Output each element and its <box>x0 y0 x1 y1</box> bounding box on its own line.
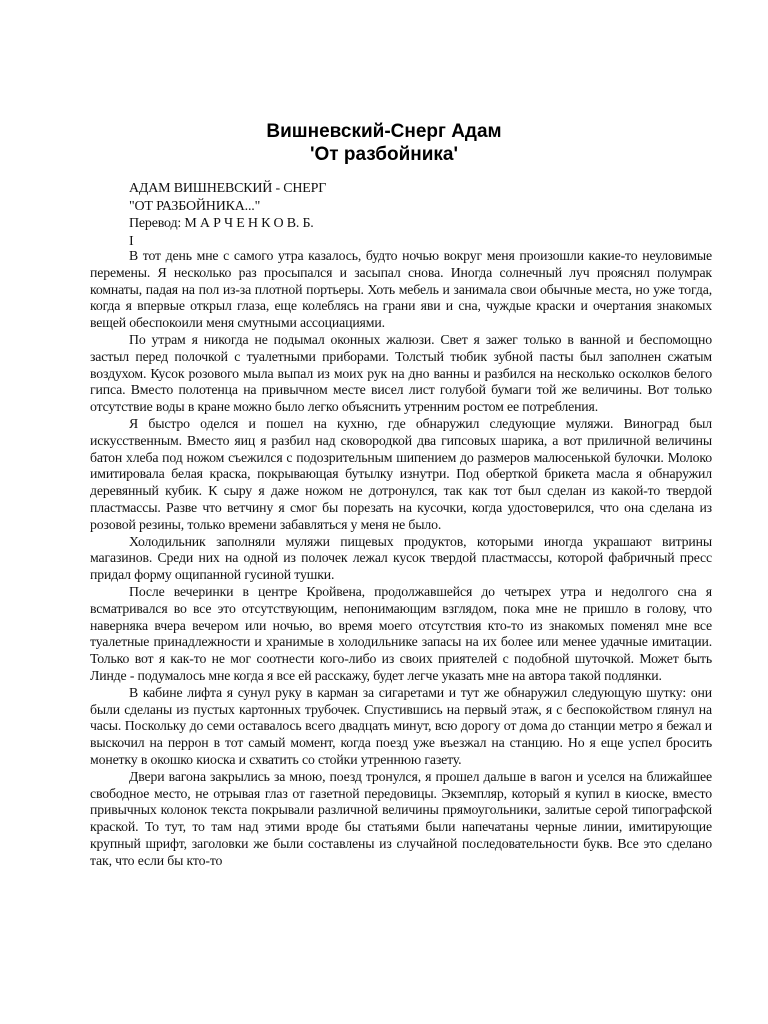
paragraph: В тот день мне с самого утра казалось, будто ночью вокруг меня произошли какие-то неуловимые перемены. Я несколько раз просыпался и засыпал снова. Иногда солнечный луч прояснял полумрак комнаты, падая на пол из-за плотной портьеры. Хоть мебель и занимала свои обычные места, но уже тогда, когда я впервые открыл глаза, еще колеблясь на грани яви и сна, чуждые краски и очертания знакомых вещей обеспокоили меня смутными ассоциациями. <box>90 248 712 331</box>
document-title: Вишневский-Снерг Адам <box>266 121 502 142</box>
paragraph: Холодильник заполняли муляжи пищевых продуктов, которыми иногда украшают витрины магазинов. Среди них на одной из полочек лежал кусок твердой пластмассы, которой фабричный пресс придал форму ощипанной гусиной тушки. <box>90 533 712 583</box>
header-block <box>129 180 326 250</box>
paragraph: После вечеринки в центре Кройвена, продолжавшейся до четырех утра и недолгого сна я всматривался во все это отсутствующим, непонимающим взглядом, пока мне не пришло в голову, что наверняка вчера вечером или ночью, во время моего отсутствия кто-то из знакомых поменял мне все туалетные принадлежности и хранимые в холодильнике запасы на их более или менее удачные имитации. Только вот я как-то не мог соотнести кого-либо из своих приятелей с подобной шуточкой. Может быть Линде - подумалось мне когда я все ей расскажу, будет легче указать мне на автора такой подлянки. <box>90 583 712 683</box>
title-caps-line: "ОТ РАЗБОЙНИКА..." <box>129 198 261 214</box>
body-text <box>90 248 712 869</box>
document-subtitle: 'От разбойника' <box>309 144 459 165</box>
paragraph: В кабине лифта я сунул руку в карман за сигаретами и тут же обнаружил следующую шутку: они были сделаны из пустых картонных трубочек. Спустившись на первый этаж, я с беспокойством глянул на часы. Поскольку до семи оставалось всего двадцать минут, всю дорогу от дома до станции метро я бежал и выскочил на перрон в тот самый момент, когда поезд уже въезжал на станцию. Но я еще успел бросить монетку в окошко киоска и схватить со стойки утреннюю газету. <box>90 684 712 767</box>
paragraph: Двери вагона закрылись за мною, поезд тронулся, я прошел дальше в вагон и уселся на ближайшее свободное место, не отрывая глаз от газетной передовицы. Экземпляр, который я купил в киоске, вместо привычных колонок текста покрывали различной величины прямоугольники, залитые серой типографской краской. То тут, то там над этими вроде бы статьями были напечатаны черные линии, имитирующие крупный шрифт, заголовки же были составлены из случайной последовательности букв. Все это сделано так, что если бы кто-то <box>90 768 712 868</box>
paragraph: По утрам я никогда не подымал оконных жалюзи. Свет я зажег только в ванной и беспомощно застыл перед полочкой с туалетными приборами. Толстый тюбик зубной пасты был заполнен сжатым воздухом. Кусок розового мыла выпал из моих рук на дно ванны и разбился на несколько осколков белого гипса. Вместо полотенца на привычном месте висел лист голубой бумаги той же величины. Вот только отсутствие воды в кране можно было легко объяснить утренним ростом ее потребления. <box>90 331 712 415</box>
author-caps-line: АДАМ ВИШНЕВСКИЙ - СНЕРГ <box>129 181 327 196</box>
translator-line: Перевод: М А Р Ч Е Н К О В. Б. <box>129 216 314 231</box>
title-block <box>0 120 768 166</box>
chapter-number: I <box>129 233 134 249</box>
paragraph: Я быстро оделся и пошел на кухню, где обнаружил следующие муляжи. Виноград был искусственным. Вместо яиц я разбил над сковородкой два гипсовых шарика, а вот приличной величины батон хлеба под ножом съежился с подозрительным шипением до размеров малюсенькой булочки. Молоко имитировала белая краска, покрывающая бутылку изнутри. Под оберткой брикета масла я обнаружил деревянный кубик. К сыру я даже ножом не дотронулся, так как тот был сделан из какой-то твердой пластмассы. Разве что ветчину я смог бы порезать на кусочки, когда удостоверился, что она сделана из розовой резины, только времени забавляться у меня не было. <box>90 415 712 532</box>
